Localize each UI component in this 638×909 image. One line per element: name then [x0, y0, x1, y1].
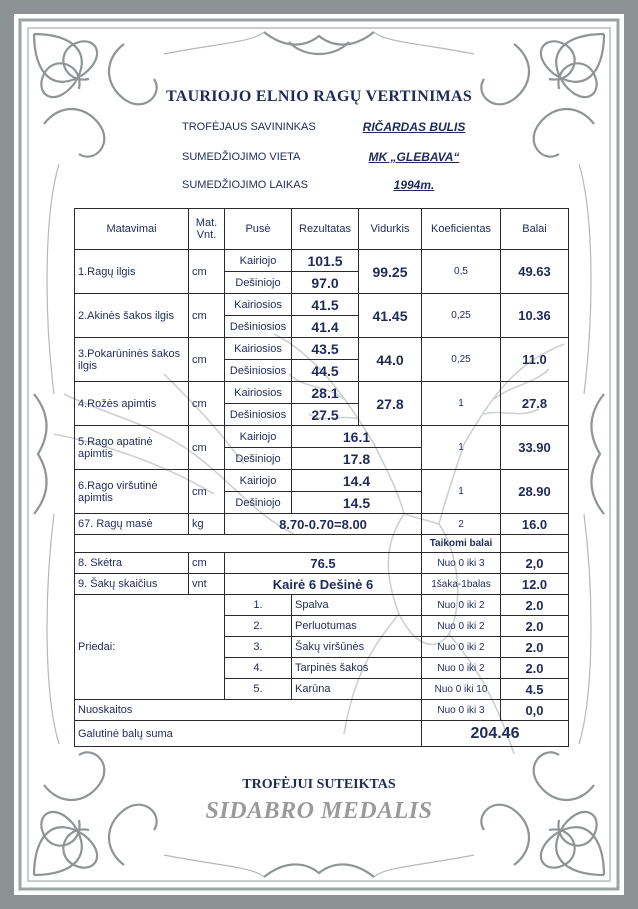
extra-number: 2. [225, 616, 292, 637]
table-row [75, 294, 569, 316]
table-row [75, 514, 569, 535]
right-value: 44.5 [292, 360, 359, 382]
coefficient-value: 0,5 [422, 250, 501, 294]
table-row [75, 382, 569, 404]
header-cell: Matavimai [75, 209, 189, 250]
coefficient-value: 0,25 [422, 294, 501, 338]
extra-name: Spalva [292, 595, 422, 616]
extra-number: 1. [225, 595, 292, 616]
location-label: SUMEDŽIOJIMO VIETA [182, 151, 301, 163]
extra-number: 3. [225, 637, 292, 658]
side-label: Dešiniosios [225, 404, 292, 426]
total-score: 204.46 [422, 721, 569, 747]
range-value: Nuo 0 iki 2 [422, 616, 501, 637]
range-value: Nuo 0 iki 3 [422, 553, 501, 574]
score-value: 11.0 [501, 338, 569, 382]
side-label: Dešiniojo [225, 448, 292, 470]
measure-name: 6.Rago viršutinė apimtis [75, 470, 189, 514]
range-value: Nuo 0 iki 2 [422, 595, 501, 616]
table-row [75, 700, 569, 721]
table-row [75, 595, 569, 616]
measure-name: 8. Skėtra [75, 553, 189, 574]
measure-unit: vnt [189, 574, 225, 595]
date-value: 1994m. [393, 178, 435, 192]
left-value: 101.5 [292, 250, 359, 272]
score-value: 49.63 [501, 250, 569, 294]
coefficient-value: 1 [422, 426, 501, 470]
table-row [75, 470, 569, 492]
extra-name: Tarpinės šakos [292, 658, 422, 679]
range-value: Nuo 0 iki 2 [422, 637, 501, 658]
table-row [75, 250, 569, 272]
table-row [75, 721, 569, 747]
side-label: Kairiosios [225, 382, 292, 404]
side-label: Kairiojo [225, 250, 292, 272]
left-value: 14.4 [292, 470, 422, 492]
measure-name: 67. Ragų masė [75, 514, 189, 535]
score-value: 28.90 [501, 470, 569, 514]
side-label: Dešiniosios [225, 316, 292, 338]
measure-unit: cm [189, 553, 225, 574]
spacer-cell [75, 535, 422, 553]
extra-name: Karūna [292, 679, 422, 700]
location-value: MK „GLEBAVA“ [368, 150, 460, 164]
left-value: 41.5 [292, 294, 359, 316]
deductions-label: Nuoskaitos [75, 700, 422, 721]
owner-label: TROFĖJAUS SAVININKAS [182, 121, 316, 133]
side-label: Dešiniosios [225, 360, 292, 382]
table-row [75, 553, 569, 574]
score-value: 2.0 [501, 637, 569, 658]
score-value: 2.0 [501, 595, 569, 616]
applied-scores-label: Taikomi balai [422, 535, 501, 553]
score-value: 10.36 [501, 294, 569, 338]
average-value: 44.0 [359, 338, 422, 382]
header-cell: Rezultatas [292, 209, 359, 250]
medal-name: SIDABRO MEDALIS [205, 798, 433, 824]
coefficient-value: 2 [422, 514, 501, 535]
score-value: 16.0 [501, 514, 569, 535]
extra-name: Perluotumas [292, 616, 422, 637]
score-value: 27.8 [501, 382, 569, 426]
measure-name: 4.Rožės apimtis [75, 382, 189, 426]
side-label: Kairiojo [225, 470, 292, 492]
span-value: 76.5 [225, 553, 422, 574]
date-label: SUMEDŽIOJIMO LAIKAS [182, 179, 308, 191]
certificate-page [14, 14, 624, 895]
measure-name: 9. Šakų skaičius [75, 574, 189, 595]
measure-unit: cm [189, 470, 225, 514]
score-value: 4.5 [501, 679, 569, 700]
score-value: 2.0 [501, 616, 569, 637]
header-cell: Mat. Vnt. [189, 209, 225, 250]
award-line: TROFĖJUI SUTEIKTAS [242, 777, 396, 792]
measure-name: 3.Pokarūninės šakos ilgis [75, 338, 189, 382]
measure-name: 1.Ragų ilgis [75, 250, 189, 294]
extra-number: 5. [225, 679, 292, 700]
table-row [75, 338, 569, 360]
extra-number: 4. [225, 658, 292, 679]
measure-unit: cm [189, 382, 225, 426]
table-row [75, 535, 569, 553]
extras-label: Priedai: [75, 595, 225, 700]
measure-unit: cm [189, 426, 225, 470]
header-cell: Pusė [225, 209, 292, 250]
coefficient-value: 1 [422, 382, 501, 426]
tines-value: Kairė 6 Dešinė 6 [225, 574, 422, 595]
range-value: Nuo 0 iki 2 [422, 658, 501, 679]
left-value: 16.1 [292, 426, 422, 448]
left-value: 43.5 [292, 338, 359, 360]
table-row [75, 426, 569, 448]
coefficient-value: 1 [422, 470, 501, 514]
coefficient-value: 0,25 [422, 338, 501, 382]
header-cell: Koeficientas [422, 209, 501, 250]
average-value: 27.8 [359, 382, 422, 426]
header-cell: Balai [501, 209, 569, 250]
right-value: 17.8 [292, 448, 422, 470]
right-value: 27.5 [292, 404, 359, 426]
score-value: 0,0 [501, 700, 569, 721]
extra-name: Šakų viršūnės [292, 637, 422, 658]
score-value: 33.90 [501, 426, 569, 470]
total-label: Galutinė balų suma [75, 721, 422, 747]
average-value: 99.25 [359, 250, 422, 294]
header-cell: Vidurkis [359, 209, 422, 250]
side-label: Kairiosios [225, 338, 292, 360]
right-value: 41.4 [292, 316, 359, 338]
measure-unit: cm [189, 294, 225, 338]
measure-unit: cm [189, 250, 225, 294]
side-label: Kairiojo [225, 426, 292, 448]
side-label: Kairiosios [225, 294, 292, 316]
range-value: 1šaka-1balas [422, 574, 501, 595]
score-value: 2.0 [501, 658, 569, 679]
right-value: 14.5 [292, 492, 422, 514]
table-row [75, 574, 569, 595]
document-title: TAURIOJO ELNIO RAGŲ VERTINIMAS [165, 88, 473, 105]
score-value: 2,0 [501, 553, 569, 574]
range-value: Nuo 0 iki 10 [422, 679, 501, 700]
right-value: 97.0 [292, 272, 359, 294]
spacer-cell [501, 535, 569, 553]
average-value: 41.45 [359, 294, 422, 338]
mass-value: 8.70-0.70=8.00 [225, 514, 422, 535]
measure-name: 2.Akinės šakos ilgis [75, 294, 189, 338]
owner-value: RIČARDAS BULIS [362, 120, 466, 134]
score-value: 12.0 [501, 574, 569, 595]
side-label: Dešiniojo [225, 492, 292, 514]
side-label: Dešiniojo [225, 272, 292, 294]
table-header-row [75, 209, 569, 250]
measure-unit: cm [189, 338, 225, 382]
measure-name: 5.Rago apatinė apimtis [75, 426, 189, 470]
range-value: Nuo 0 iki 3 [422, 700, 501, 721]
left-value: 28.1 [292, 382, 359, 404]
measure-unit: kg [189, 514, 225, 535]
evaluation-table [74, 208, 569, 747]
